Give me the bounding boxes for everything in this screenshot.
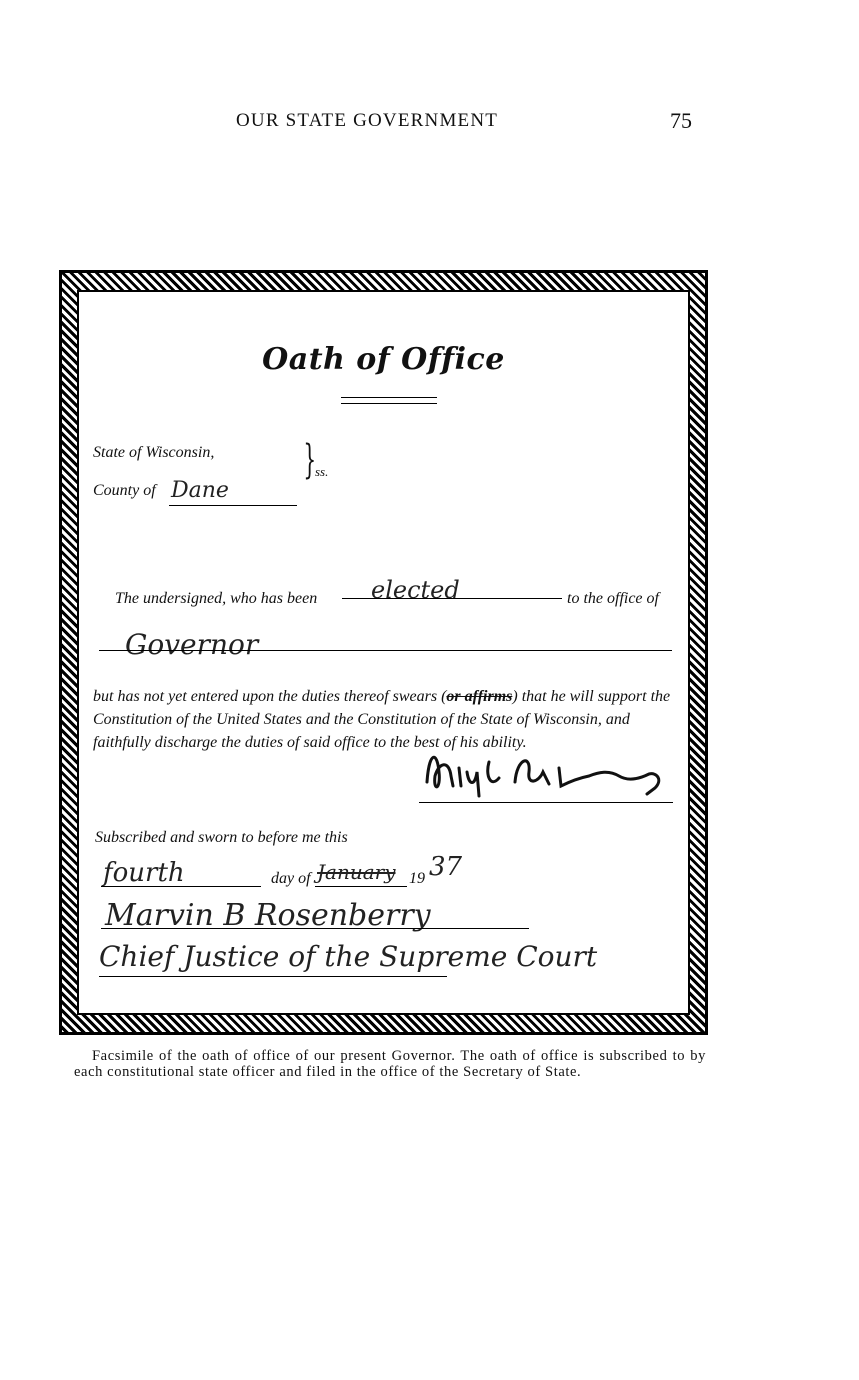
year-prefix: 19 [409, 870, 425, 887]
office-fill-line [99, 650, 672, 651]
venue-brace: } [303, 437, 317, 483]
month-fill-line [315, 886, 407, 887]
page-number: 75 [670, 108, 692, 133]
year-suffix-handwritten: 37 [429, 852, 463, 882]
witness-signature-line [101, 928, 529, 929]
day-fill-line [101, 886, 261, 887]
venue-state-label: State of Wisconsin, [93, 444, 215, 461]
venue-ss: ss. [315, 464, 329, 479]
elected-value-handwritten: elected [371, 576, 460, 604]
document-title: Oath of Office [262, 342, 505, 377]
elected-fill-line [342, 598, 562, 599]
day-value-handwritten: fourth [103, 858, 185, 888]
running-head: OUR STATE GOVERNMENT [236, 110, 499, 131]
to-office-label: to the office of [567, 590, 659, 607]
county-value-handwritten: Dane [171, 478, 229, 503]
title-double-rule [341, 397, 437, 404]
subscribed-label: Subscribed and sworn to before me this [95, 829, 348, 846]
signature-line [419, 802, 673, 803]
county-fill-line [169, 505, 297, 506]
oath-text-part1: but has not yet entered upon the duties thereof swears ( [93, 688, 447, 705]
witness-title-line [99, 976, 447, 977]
month-value-handwritten: January [317, 860, 396, 884]
day-of-label: day of [271, 870, 311, 887]
undersigned-label: The undersigned, who has been [115, 590, 318, 607]
witness-title-handwritten: Chief Justice of the Supreme Court [99, 940, 598, 973]
figure-caption: Facsimile of the oath of office of our present Governor. The oath of office is subscribed to by each constitutional state officer and filed in the office of the Secretary of State. [74, 1048, 706, 1080]
witness-signature: Marvin B Rosenberry [105, 898, 431, 933]
oath-form [77, 290, 690, 1015]
oath-text-part2: ) that he will support the Constitution of the United States and the Constitution of the State of Wisconsin, and faithfully discharge the duties of said office to the best of his ability. [93, 688, 671, 751]
ornamental-border [59, 270, 708, 1035]
office-value-handwritten: Governor [125, 628, 259, 661]
venue-county-label: County of [93, 482, 156, 499]
oath-struck-text: or affirms [446, 688, 513, 705]
governor-signature [419, 742, 675, 800]
